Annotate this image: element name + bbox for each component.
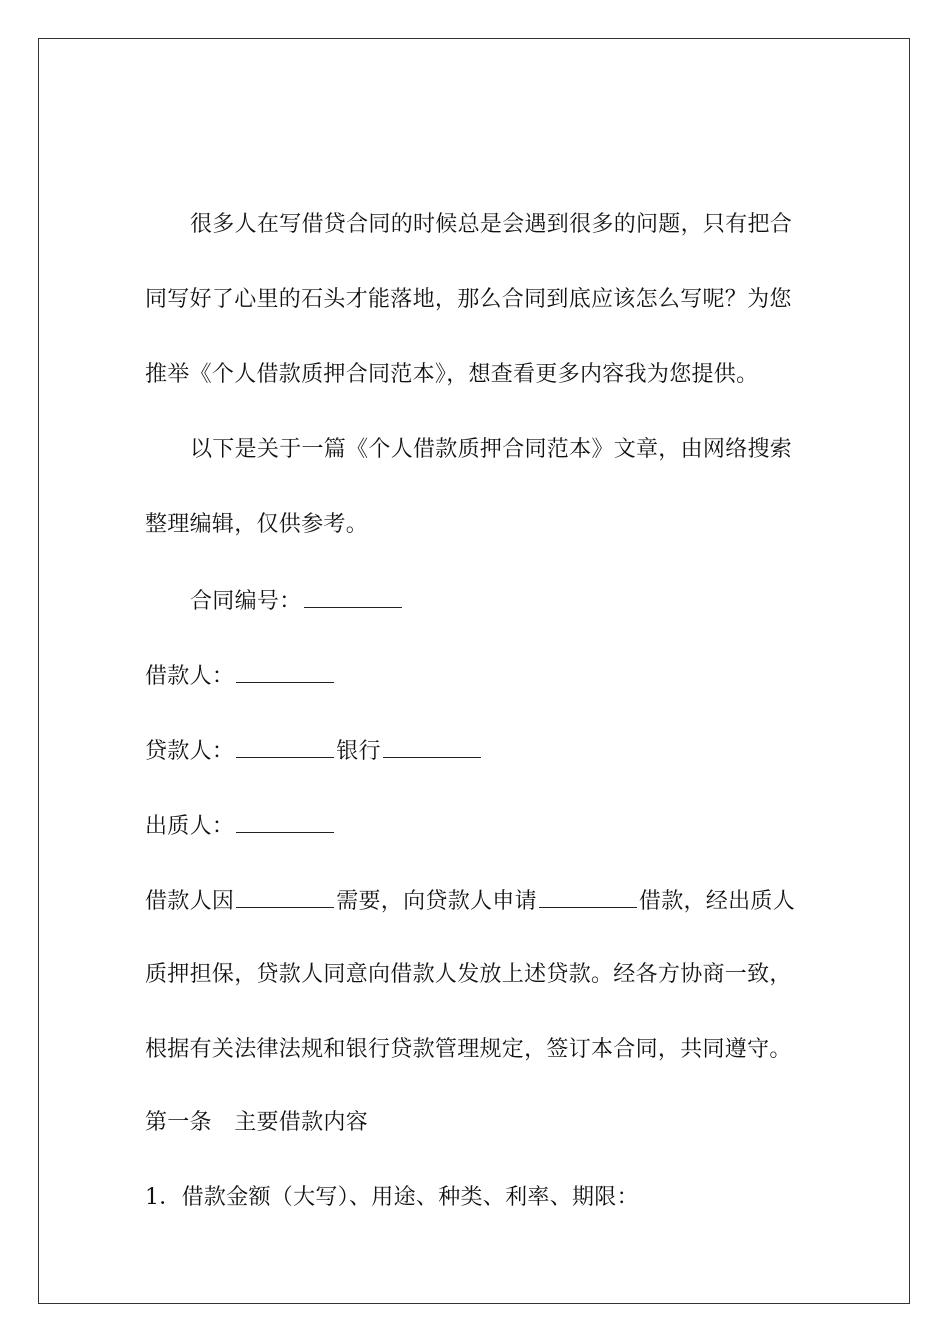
pledgor-field bbox=[145, 810, 336, 842]
pledgor-label: 出质人： bbox=[145, 814, 235, 839]
intro-paragraph-line: 同写好了心里的石头才能落地，那么合同到底应该怎么写呢？为您 bbox=[145, 287, 792, 312]
preamble-text: 借款人因 bbox=[145, 889, 235, 914]
lender-field bbox=[145, 735, 483, 767]
preamble-line: 根据有关法律法规和银行贷款管理规定，签订本合同，共同遵守。 bbox=[145, 1037, 792, 1062]
preamble-line: 质押担保，贷款人同意向借款人发放上述贷款。经各方协商一致， bbox=[145, 962, 792, 987]
source-note-line: 以下是关于一篇《个人借款质押合同范本》文章，由网络搜索 bbox=[190, 437, 793, 462]
preamble-line bbox=[145, 885, 795, 917]
preamble-text: 需要，向贷款人申请 bbox=[336, 889, 537, 914]
lender-bank-blank bbox=[383, 735, 481, 758]
purpose-blank bbox=[236, 885, 334, 908]
loan-amount-blank bbox=[539, 885, 637, 908]
borrower-field bbox=[145, 660, 336, 692]
article-heading: 第一条 主要借款内容 bbox=[145, 1110, 369, 1135]
article-item: 1．借款金额（大写）、用途、种类、利率、期限： bbox=[145, 1185, 639, 1210]
lender-bank-text: 银行 bbox=[336, 739, 381, 764]
contract-number-field bbox=[190, 585, 404, 617]
pledgor-blank bbox=[236, 810, 334, 833]
source-note-line: 整理编辑，仅供参考。 bbox=[145, 512, 369, 537]
intro-paragraph-line: 很多人在写借贷合同的时候总是会遇到很多的问题，只有把合 bbox=[190, 212, 793, 237]
lender-label: 贷款人： bbox=[145, 739, 235, 764]
borrower-label: 借款人： bbox=[145, 664, 235, 689]
intro-paragraph-line: 推举《个人借款质押合同范本》，想查看更多内容我为您提供。 bbox=[145, 362, 759, 387]
lender-blank bbox=[236, 735, 334, 758]
borrower-blank bbox=[236, 660, 334, 683]
contract-number-label: 合同编号： bbox=[190, 589, 302, 614]
contract-number-blank bbox=[304, 585, 402, 608]
preamble-text: 借款，经出质人 bbox=[638, 889, 796, 914]
